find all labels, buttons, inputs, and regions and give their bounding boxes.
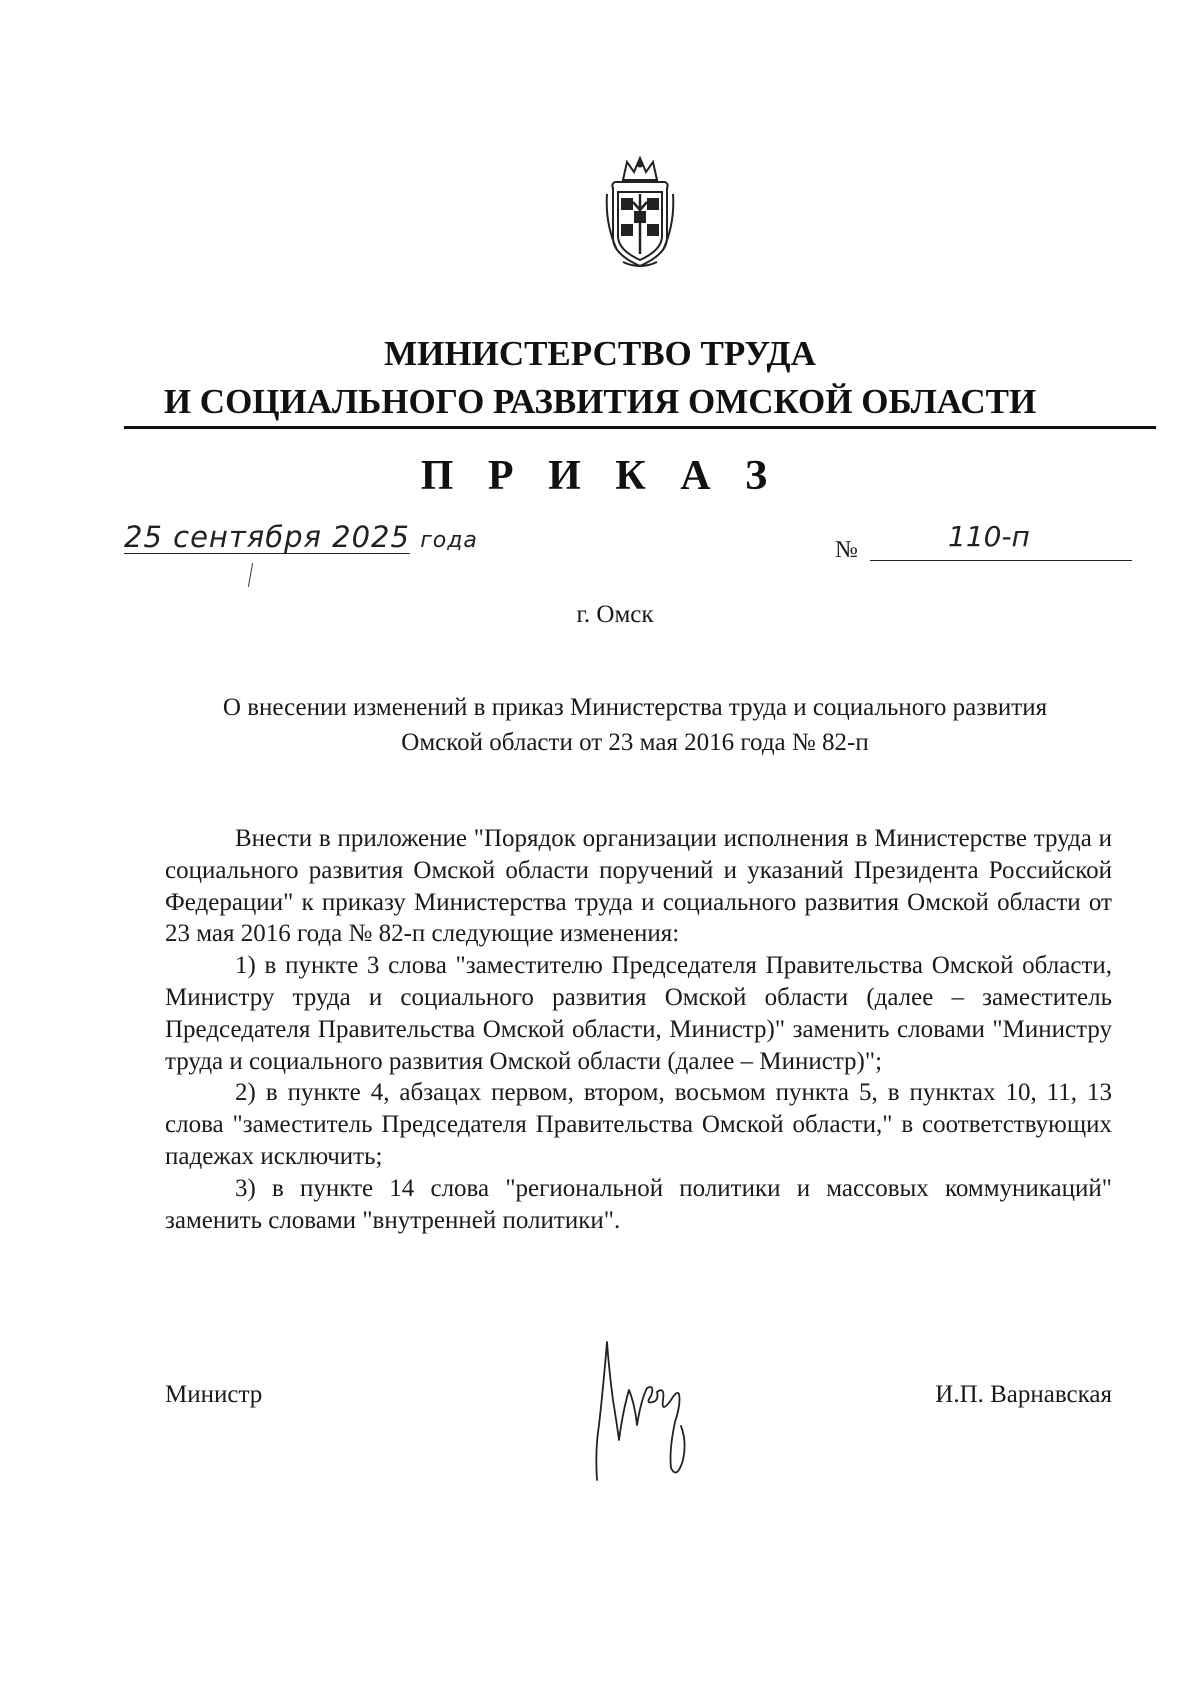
header-divider	[124, 426, 1156, 429]
order-date-value: 25 сентября 2025	[124, 520, 410, 554]
order-subject-line2: Омской области от 23 мая 2016 года № 82-п	[401, 729, 869, 756]
order-number-line	[870, 560, 1132, 561]
order-subject	[165, 690, 1105, 760]
order-body	[165, 823, 1112, 1236]
body-paragraph: 2) в пункте 4, абзацах первом, втором, восьмом пункта 5, в пунктах 10, 11, 13 слова "заместитель Председателя Правительства Омской области," в соответствующих падежах исключить;	[165, 1079, 1112, 1170]
ministry-name-line2: И СОЦИАЛЬНОГО РАЗВИТИЯ ОМСКОЙ ОБЛАСТИ	[163, 382, 1037, 421]
order-date-suffix: года	[420, 528, 478, 553]
body-paragraph: 1) в пункте 3 слова "заместителю Председателя Правительства Омской области, Министру труда и социального развития Омской области (далее – заместитель Председателя Правительства Омской области, Министр)" заменить словами "Министру труда и социального развития Омской области (далее – Министр)";	[165, 952, 1112, 1075]
signatory-position: Министр	[165, 1381, 263, 1408]
order-date	[124, 520, 478, 554]
handwriting-stroke	[248, 563, 253, 587]
handwritten-signature	[585, 1330, 725, 1490]
city: г. Омск	[576, 601, 654, 628]
body-paragraph: Внести в приложение "Порядок организации исполнения в Министерстве труда и социального развития Омской области поручений и указаний Президента Российской Федерации" к приказу Министерства труда и социального развития Омской области от 23 мая 2016 года № 82-п следующие изменения:	[165, 825, 1112, 948]
order-number-label: №	[835, 537, 858, 563]
signatory-name: И.П. Варнавская	[935, 1381, 1112, 1408]
body-paragraph: 3) в пункте 14 слова "региональной политики и массовых коммуникаций" заменить словами "внутренней политики".	[165, 1174, 1112, 1234]
order-title: П Р И К А З	[420, 453, 780, 499]
order-number-value: 110-п	[948, 520, 1030, 553]
order-subject-line1: О внесении изменений в приказ Министерства труда и социального развития	[222, 694, 1048, 721]
ministry-name-line1: МИНИСТЕРСТВО ТРУДА	[384, 334, 816, 373]
omsk-coat-of-arms-icon	[603, 154, 677, 270]
